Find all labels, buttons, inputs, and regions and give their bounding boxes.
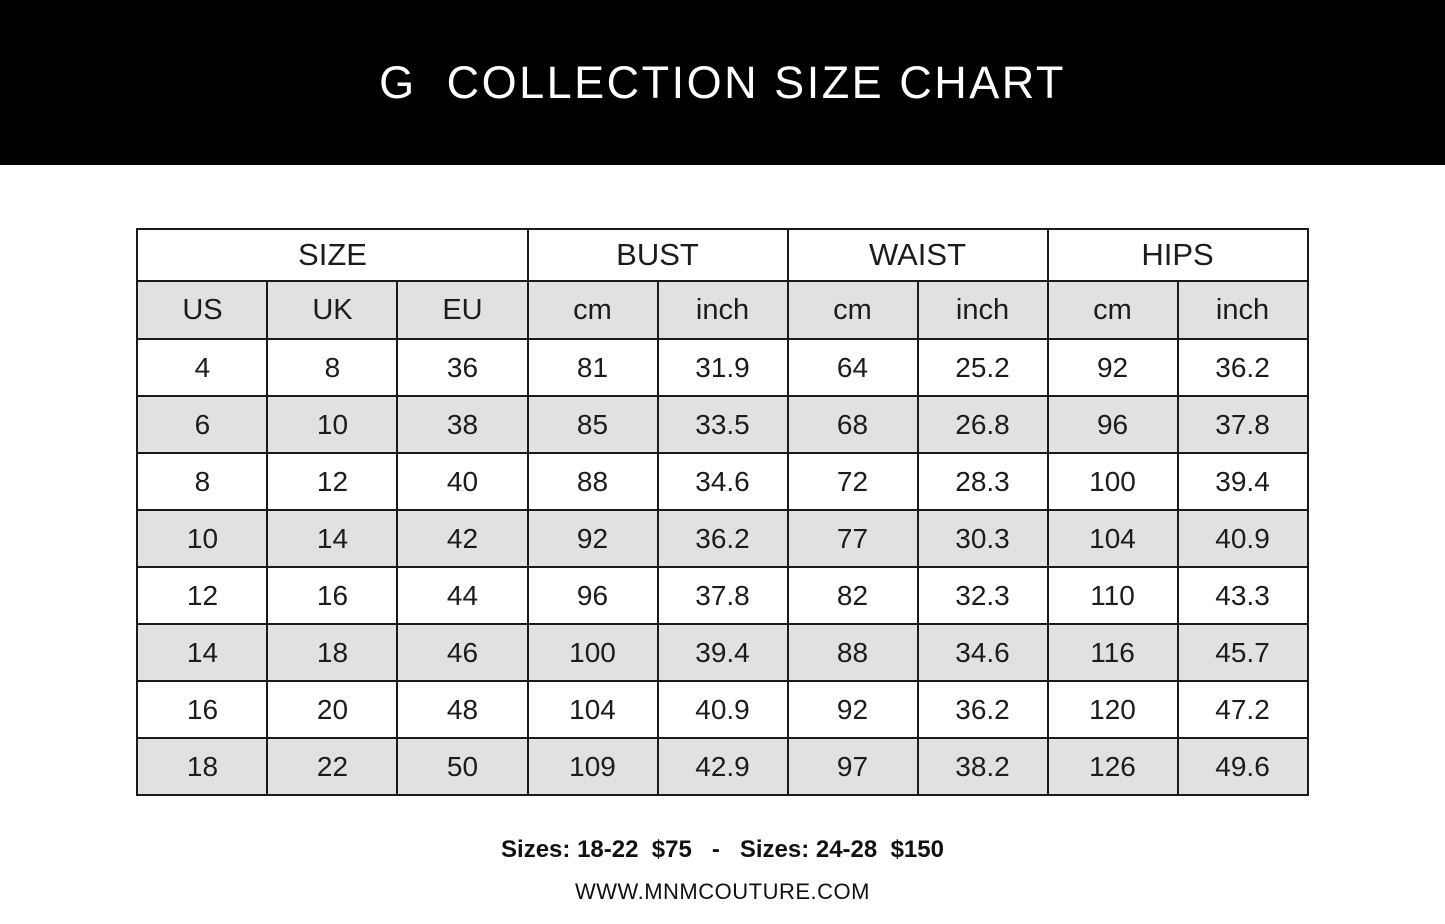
table-cell: 18 bbox=[137, 738, 267, 795]
table-cell: 18 bbox=[267, 624, 397, 681]
table-cell: 109 bbox=[528, 738, 658, 795]
table-cell: 44 bbox=[397, 567, 527, 624]
table-cell: 39.4 bbox=[1178, 453, 1308, 510]
col-header-hips-inch: inch bbox=[1178, 281, 1308, 339]
table-cell: 34.6 bbox=[918, 624, 1048, 681]
table-cell: 85 bbox=[528, 396, 658, 453]
table-cell: 8 bbox=[137, 453, 267, 510]
table-cell: 39.4 bbox=[658, 624, 788, 681]
table-cell: 82 bbox=[788, 567, 918, 624]
table-cell: 88 bbox=[528, 453, 658, 510]
table-cell: 37.8 bbox=[1178, 396, 1308, 453]
table-cell: 40.9 bbox=[658, 681, 788, 738]
table-row bbox=[137, 510, 1307, 567]
table-cell: 126 bbox=[1048, 738, 1178, 795]
table-cell: 22 bbox=[267, 738, 397, 795]
table-cell: 100 bbox=[1048, 453, 1178, 510]
table-cell: 25.2 bbox=[918, 339, 1048, 396]
group-header-bust: BUST bbox=[528, 229, 788, 281]
col-header-us: US bbox=[137, 281, 267, 339]
col-header-bust-cm: cm bbox=[528, 281, 658, 339]
table-row bbox=[137, 567, 1307, 624]
table-cell: 36.2 bbox=[658, 510, 788, 567]
table-cell: 10 bbox=[137, 510, 267, 567]
unit-header-row bbox=[137, 281, 1307, 339]
table-cell: 46 bbox=[397, 624, 527, 681]
table-cell: 36 bbox=[397, 339, 527, 396]
table-cell: 42.9 bbox=[658, 738, 788, 795]
table-cell: 110 bbox=[1048, 567, 1178, 624]
table-cell: 6 bbox=[137, 396, 267, 453]
table-cell: 47.2 bbox=[1178, 681, 1308, 738]
table-cell: 40.9 bbox=[1178, 510, 1308, 567]
table-cell: 38.2 bbox=[918, 738, 1048, 795]
table-cell: 4 bbox=[137, 339, 267, 396]
table-cell: 88 bbox=[788, 624, 918, 681]
table-cell: 10 bbox=[267, 396, 397, 453]
pricing-note: Sizes: 18-22 $75 - Sizes: 24-28 $150 bbox=[501, 836, 944, 863]
table-cell: 42 bbox=[397, 510, 527, 567]
table-cell: 12 bbox=[267, 453, 397, 510]
table-cell: 96 bbox=[1048, 396, 1178, 453]
table-cell: 92 bbox=[528, 510, 658, 567]
table-cell: 96 bbox=[528, 567, 658, 624]
website-url: WWW.MNMCOUTURE.COM bbox=[575, 878, 870, 904]
table-row bbox=[137, 624, 1307, 681]
table-cell: 8 bbox=[267, 339, 397, 396]
table-cell: 92 bbox=[788, 681, 918, 738]
table-cell: 38 bbox=[397, 396, 527, 453]
title-banner bbox=[0, 0, 1445, 165]
table-row bbox=[137, 453, 1307, 510]
col-header-eu: EU bbox=[397, 281, 527, 339]
col-header-waist-cm: cm bbox=[788, 281, 918, 339]
table-cell: 30.3 bbox=[918, 510, 1048, 567]
table-cell: 33.5 bbox=[658, 396, 788, 453]
table-cell: 16 bbox=[137, 681, 267, 738]
table-cell: 72 bbox=[788, 453, 918, 510]
table-cell: 81 bbox=[528, 339, 658, 396]
table-cell: 26.8 bbox=[918, 396, 1048, 453]
col-header-hips-cm: cm bbox=[1048, 281, 1178, 339]
group-header-waist: WAIST bbox=[788, 229, 1048, 281]
group-header-hips: HIPS bbox=[1048, 229, 1308, 281]
table-cell: 28.3 bbox=[918, 453, 1048, 510]
table-cell: 50 bbox=[397, 738, 527, 795]
table-cell: 120 bbox=[1048, 681, 1178, 738]
page-title: G COLLECTION SIZE CHART bbox=[379, 56, 1066, 108]
table-row bbox=[137, 681, 1307, 738]
table-cell: 92 bbox=[1048, 339, 1178, 396]
table-cell: 49.6 bbox=[1178, 738, 1308, 795]
table-row bbox=[137, 738, 1307, 795]
group-header-size: SIZE bbox=[137, 229, 527, 281]
table-cell: 48 bbox=[397, 681, 527, 738]
table-cell: 36.2 bbox=[918, 681, 1048, 738]
table-row bbox=[137, 339, 1307, 396]
table-cell: 64 bbox=[788, 339, 918, 396]
table-cell: 34.6 bbox=[658, 453, 788, 510]
table-cell: 97 bbox=[788, 738, 918, 795]
col-header-bust-inch: inch bbox=[658, 281, 788, 339]
table-cell: 104 bbox=[528, 681, 658, 738]
group-header-row bbox=[137, 229, 1307, 281]
table-cell: 116 bbox=[1048, 624, 1178, 681]
table-cell: 104 bbox=[1048, 510, 1178, 567]
table-cell: 68 bbox=[788, 396, 918, 453]
table-cell: 32.3 bbox=[918, 567, 1048, 624]
table-cell: 37.8 bbox=[658, 567, 788, 624]
table-cell: 43.3 bbox=[1178, 567, 1308, 624]
table-cell: 31.9 bbox=[658, 339, 788, 396]
table-cell: 14 bbox=[267, 510, 397, 567]
table-row bbox=[137, 396, 1307, 453]
table-cell: 40 bbox=[397, 453, 527, 510]
table-cell: 100 bbox=[528, 624, 658, 681]
col-header-waist-inch: inch bbox=[918, 281, 1048, 339]
size-chart-table bbox=[136, 228, 1308, 796]
table-cell: 45.7 bbox=[1178, 624, 1308, 681]
table-cell: 77 bbox=[788, 510, 918, 567]
col-header-uk: UK bbox=[267, 281, 397, 339]
table-cell: 16 bbox=[267, 567, 397, 624]
size-table-body bbox=[137, 339, 1307, 795]
table-cell: 14 bbox=[137, 624, 267, 681]
table-cell: 36.2 bbox=[1178, 339, 1308, 396]
table-cell: 20 bbox=[267, 681, 397, 738]
table-cell: 12 bbox=[137, 567, 267, 624]
